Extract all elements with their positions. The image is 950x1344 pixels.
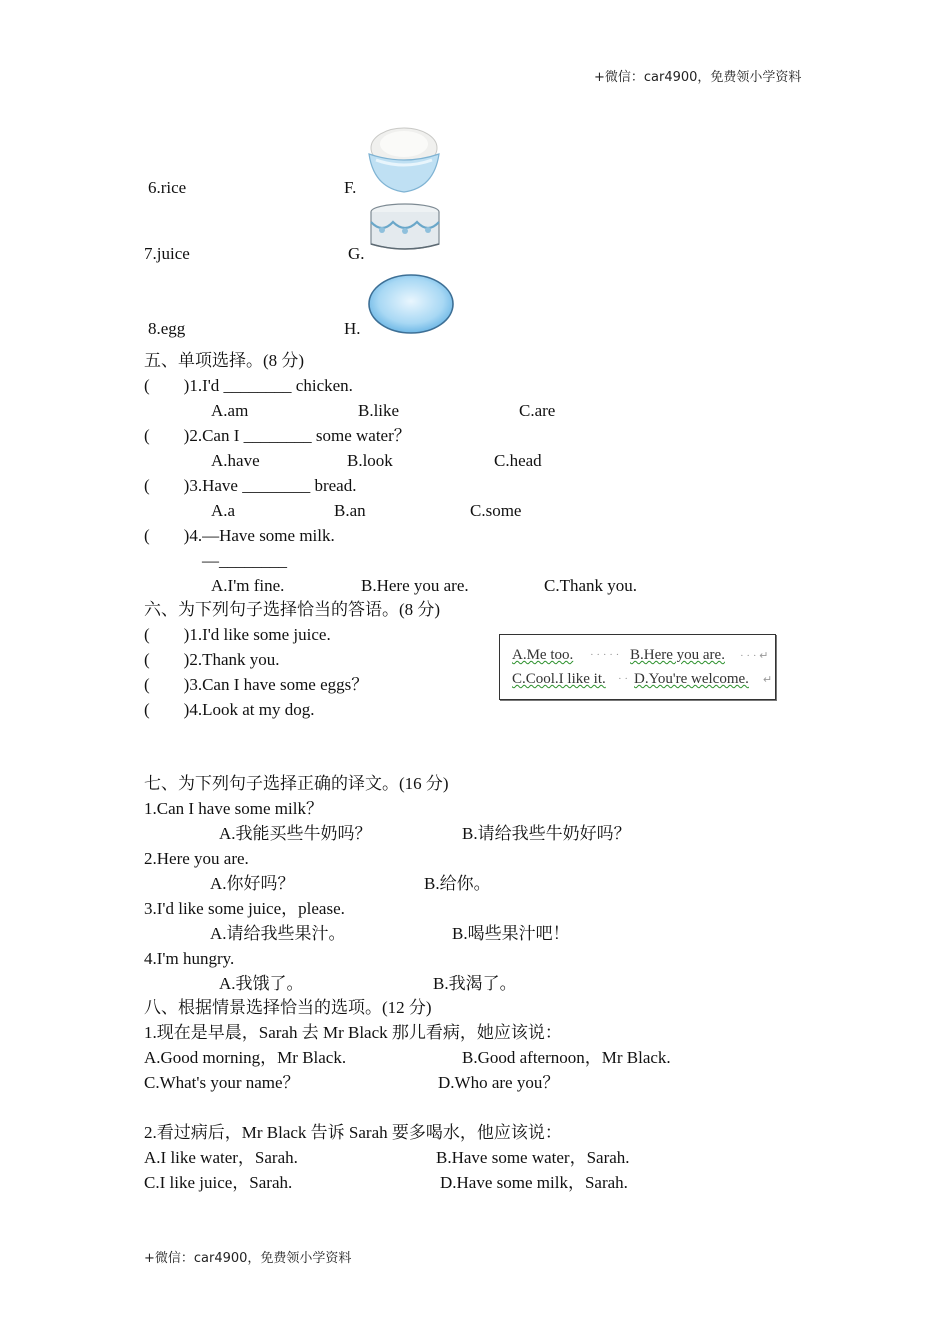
s5-q1-option-a: A.am — [211, 401, 249, 420]
cake-picture — [366, 200, 444, 256]
egg-picture — [366, 273, 456, 336]
footer-note: +微信：car4900，免费领小学资料 — [144, 1251, 352, 1266]
s8-q1-option-c: C.What's your name？ — [144, 1073, 300, 1092]
s7-q3-stem: 3.I'd like some juice，please. — [144, 899, 345, 918]
answer-choice-d: D.You're welcome. — [634, 671, 749, 687]
s8-q1-option-b: B.Good afternoon，Mr Black. — [462, 1048, 671, 1067]
header-note: +微信：car4900，免费领小学资料 — [594, 70, 802, 85]
dotted-leader: · · — [618, 673, 629, 685]
s6-q4: ( )4.Look at my dog. — [144, 700, 315, 719]
s5-q1-option-c: C.are — [519, 401, 556, 420]
s7-q1-stem: 1.Can I have some milk？ — [144, 799, 323, 818]
match-letter-f: F. — [344, 178, 357, 197]
section-8-title: 八、根据情景选择恰当的选项。(12 分) — [144, 998, 432, 1017]
dotted-leader: · · · ↵ — [740, 650, 769, 662]
s5-q1-option-b: B.like — [358, 401, 400, 420]
s5-q4-option-a: A.I'm fine. — [211, 576, 285, 595]
s8-q2-option-c: C.I like juice，Sarah. — [144, 1173, 293, 1192]
section-7-title: 七、为下列句子选择正确的译文。(16 分) — [144, 774, 449, 793]
s8-q2-stem: 2.看过病后，Mr Black 告诉 Sarah 要多喝水，他应该说： — [144, 1123, 562, 1142]
match-word-juice: 7.juice — [144, 244, 190, 263]
s6-q1: ( )1.I'd like some juice. — [144, 625, 331, 644]
s6-q3: ( )3.Can I have some eggs？ — [144, 675, 369, 694]
s8-q2-option-d: D.Have some milk，Sarah. — [440, 1173, 628, 1192]
s5-q2-option-a: A.have — [211, 451, 260, 470]
s5-q3-option-b: B.an — [334, 501, 366, 520]
match-word-rice: 6.rice — [148, 178, 187, 197]
section-5-title: 五、单项选择。(8 分) — [144, 351, 305, 370]
s5-q4-answer-line: —________ — [202, 551, 287, 570]
s5-q4-option-c: C.Thank you. — [544, 576, 638, 595]
answer-choice-c: C.Cool.I like it. — [512, 671, 606, 687]
section-6-title: 六、为下列句子选择恰当的答语。(8 分) — [144, 600, 441, 619]
s5-q2-option-c: C.head — [494, 451, 542, 470]
answer-choices-box — [499, 634, 776, 700]
s5-q2-option-b: B.look — [347, 451, 393, 470]
s5-q3-stem: ( )3.Have ________ bread. — [144, 476, 357, 495]
match-letter-g: G. — [348, 244, 365, 263]
s5-q4-option-b: B.Here you are. — [361, 576, 469, 595]
dotted-leader: · · · · · — [590, 649, 620, 661]
s5-q1-stem: ( )1.I'd ________ chicken. — [144, 376, 353, 395]
answer-choice-b: B.Here you are. — [630, 647, 725, 663]
return-mark: ↵ — [763, 674, 773, 686]
s7-q4-option-b: B.我渴了。 — [433, 974, 517, 993]
s7-q1-option-a: A.我能买些牛奶吗？ — [219, 824, 372, 843]
s5-q3-option-a: A.a — [211, 501, 236, 520]
match-word-egg: 8.egg — [148, 319, 186, 338]
s8-q1-option-a: A.Good morning，Mr Black. — [144, 1048, 347, 1067]
s5-q3-option-c: C.some — [470, 501, 522, 520]
s8-q1-option-d: D.Who are you？ — [438, 1073, 560, 1092]
s8-q2-option-a: A.I like water，Sarah. — [144, 1148, 298, 1167]
s7-q1-option-b: B.请给我些牛奶好吗？ — [462, 824, 631, 843]
s7-q3-option-a: A.请给我些果汁。 — [210, 924, 346, 943]
s6-q2: ( )2.Thank you. — [144, 650, 280, 669]
s8-q1-stem: 1.现在是早晨，Sarah 去 Mr Black 那儿看病，她应该说： — [144, 1023, 562, 1042]
s5-q2-stem: ( )2.Can I ________ some water？ — [144, 426, 411, 445]
answer-choice-a: A.Me too. — [512, 647, 574, 663]
rice-bowl-picture — [364, 124, 444, 196]
s7-q2-stem: 2.Here you are. — [144, 849, 249, 868]
s7-q3-option-b: B.喝些果汁吧！ — [452, 924, 570, 943]
s5-q4-stem: ( )4.—Have some milk. — [144, 526, 335, 545]
match-letter-h: H. — [344, 319, 361, 338]
s8-q2-option-b: B.Have some water，Sarah. — [436, 1148, 630, 1167]
s7-q4-stem: 4.I'm hungry. — [144, 949, 235, 968]
s7-q2-option-a: A.你好吗？ — [210, 874, 295, 893]
s7-q4-option-a: A.我饿了。 — [219, 974, 304, 993]
s7-q2-option-b: B.给你。 — [424, 874, 491, 893]
